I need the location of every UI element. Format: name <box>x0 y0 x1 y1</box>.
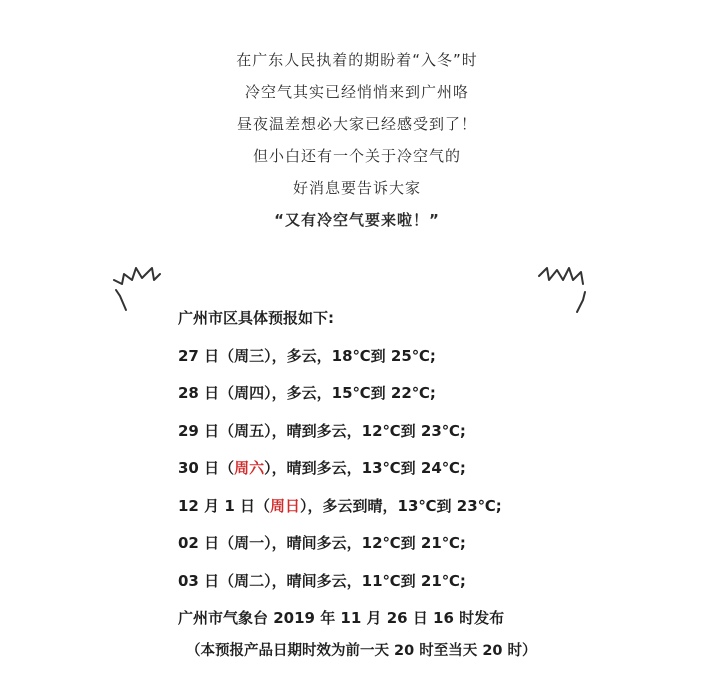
forecast-date: 12 月 1 日（ <box>178 496 270 515</box>
forecast-heading: 广州市区具体预报如下: <box>178 309 334 327</box>
forecast-weekday-weekend: 周六 <box>234 459 265 477</box>
forecast-issuer: 广州市气象台 2019 年 11 月 26 日 16 时发布 <box>178 609 505 627</box>
forecast-date: 30 日（ <box>178 459 235 477</box>
forecast-day <box>178 563 698 601</box>
forecast-day <box>178 413 698 451</box>
forecast-day <box>178 488 698 526</box>
forecast-date: 28 日（ <box>178 384 235 402</box>
burst-lines-icon <box>108 262 168 318</box>
forecast-detail: ），多云，15℃到 22℃; <box>264 384 436 402</box>
forecast-date: 02 日（ <box>178 534 235 552</box>
forecast-detail: ），晴间多云，12℃到 21℃; <box>264 534 466 552</box>
forecast-section <box>178 300 698 638</box>
forecast-date: 27 日（ <box>178 346 235 365</box>
forecast-weekday: 周四 <box>234 384 265 402</box>
forecast-day <box>178 525 698 563</box>
intro-line: 但小白还有一个关于冷空气的 <box>252 147 461 165</box>
forecast-date: 03 日（ <box>178 571 235 590</box>
forecast-weekday: 周二 <box>234 571 265 590</box>
forecast-date: 29 日（ <box>178 421 235 440</box>
forecast-weekday: 周一 <box>234 534 265 552</box>
forecast-note: （本预报产品日期时效为前一天 20 时至当天 20 时） <box>186 643 537 659</box>
intro-line: 好消息要告诉大家 <box>292 179 421 197</box>
forecast-detail: ），多云到晴，13℃到 23℃; <box>300 496 502 515</box>
intro-line: 在广东人民执着的期盼着“入冬”时 <box>236 51 478 69</box>
forecast-weekday: 周三 <box>234 346 265 365</box>
forecast-day <box>178 450 698 488</box>
forecast-weekday: 周五 <box>234 421 265 440</box>
forecast-day <box>178 375 698 413</box>
intro-line: 冷空气其实已经悄悄来到广州咯 <box>244 83 469 101</box>
forecast-detail: ），晴间多云，11℃到 21℃; <box>264 571 466 590</box>
forecast-detail: ），多云，18℃到 25℃; <box>264 346 436 365</box>
intro-text <box>0 44 714 236</box>
intro-quote: “又有冷空气要来啦！” <box>274 211 440 229</box>
forecast-detail: ），晴到多云，13℃到 24℃; <box>264 459 466 477</box>
forecast-weekday-weekend: 周日 <box>269 496 300 515</box>
forecast-detail: ），晴到多云，12℃到 23℃; <box>264 421 466 440</box>
intro-line: 昼夜温差想必大家已经感受到了！ <box>236 115 477 133</box>
forecast-day <box>178 338 698 376</box>
